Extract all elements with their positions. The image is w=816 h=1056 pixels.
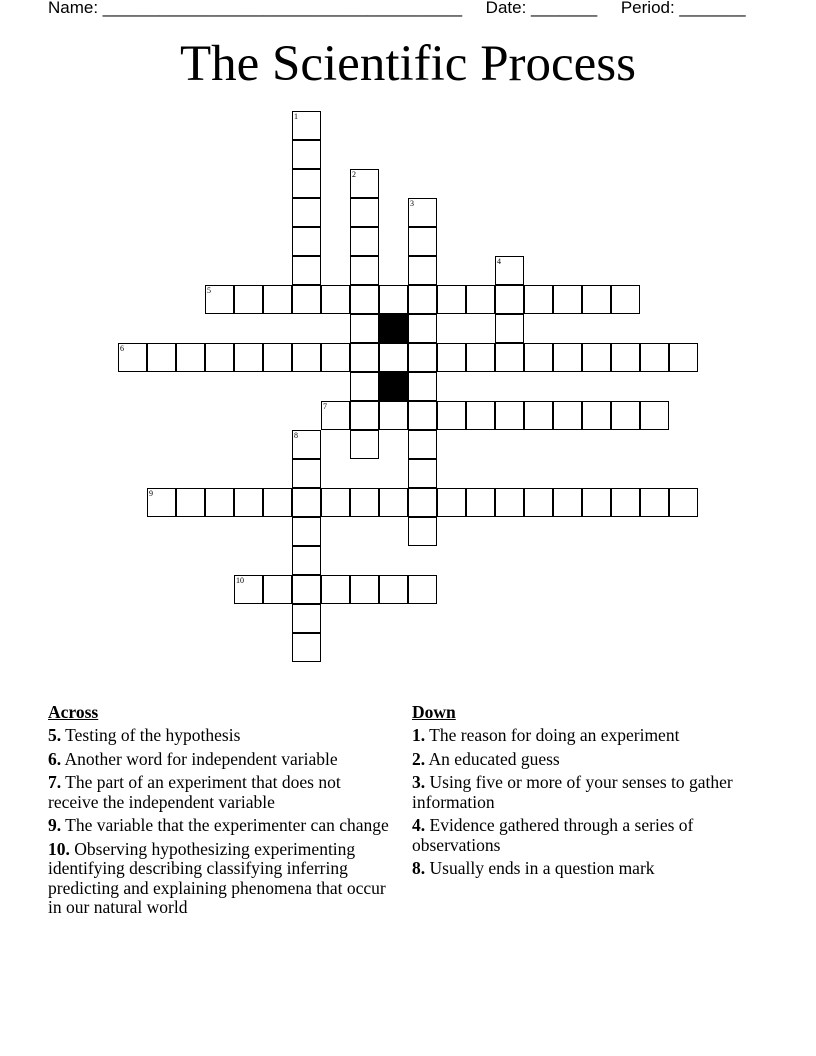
crossword-cell[interactable] — [640, 488, 669, 517]
crossword-cell[interactable] — [408, 459, 437, 488]
crossword-cell[interactable] — [437, 285, 466, 314]
crossword-cell[interactable] — [292, 633, 321, 662]
crossword-cell[interactable] — [379, 575, 408, 604]
crossword-cell[interactable] — [495, 314, 524, 343]
crossword-cell[interactable] — [408, 314, 437, 343]
crossword-cell[interactable] — [408, 256, 437, 285]
crossword-cell[interactable] — [350, 285, 379, 314]
crossword-cell[interactable] — [553, 401, 582, 430]
crossword-cell[interactable] — [524, 285, 553, 314]
crossword-cell[interactable] — [408, 575, 437, 604]
crossword-cell[interactable] — [582, 401, 611, 430]
clue-number-label: 1 — [294, 112, 298, 121]
crossword-cell[interactable] — [379, 488, 408, 517]
crossword-cell[interactable] — [292, 256, 321, 285]
clue-number: 7. — [48, 772, 62, 792]
clue-text: Testing of the hypothesis — [61, 725, 241, 745]
clue-number-label: 2 — [352, 170, 356, 179]
crossword-cell[interactable] — [263, 285, 292, 314]
crossword-cell[interactable] — [118, 343, 147, 372]
crossword-cell[interactable] — [350, 256, 379, 285]
clue-number-label: 3 — [410, 199, 414, 208]
clue-down-8 — [412, 859, 752, 879]
crossword-cell[interactable] — [379, 401, 408, 430]
crossword-cell[interactable] — [495, 488, 524, 517]
clue-text: Using five or more of your senses to gather information — [412, 772, 733, 812]
crossword-cell[interactable] — [437, 401, 466, 430]
crossword-cell[interactable] — [292, 575, 321, 604]
clue-number: 9. — [48, 815, 62, 835]
clue-down-2 — [412, 750, 752, 770]
crossword-cell[interactable] — [640, 401, 669, 430]
crossword-cell[interactable] — [205, 343, 234, 372]
crossword-cell[interactable] — [350, 198, 379, 227]
crossword-cell[interactable] — [611, 488, 640, 517]
clue-number: 3. — [412, 772, 426, 792]
clue-number-label: 8 — [294, 431, 298, 440]
crossword-cell[interactable] — [611, 285, 640, 314]
clue-text: Another word for independent variable — [61, 748, 338, 769]
crossword-cell[interactable] — [350, 430, 379, 459]
crossword-cell[interactable] — [147, 343, 176, 372]
crossword-cell[interactable] — [292, 111, 321, 140]
clue-text: The reason for doing an experiment — [425, 725, 680, 745]
crossword-cell[interactable] — [553, 488, 582, 517]
crossword-cell[interactable] — [524, 343, 553, 372]
clue-across-7 — [48, 773, 393, 812]
crossword-cell[interactable] — [292, 546, 321, 575]
clue-number-label: 9 — [149, 489, 153, 498]
crossword-cell[interactable] — [350, 488, 379, 517]
down-clues — [412, 702, 752, 883]
crossword-cell[interactable] — [205, 488, 234, 517]
crossword-cell[interactable] — [292, 285, 321, 314]
crossword-cell[interactable] — [408, 372, 437, 401]
crossword-cell[interactable] — [292, 604, 321, 633]
crossword-cell[interactable] — [379, 285, 408, 314]
crossword-cell[interactable] — [263, 343, 292, 372]
crossword-cell[interactable] — [553, 343, 582, 372]
crossword-cell[interactable] — [408, 343, 437, 372]
crossword-cell[interactable] — [553, 285, 582, 314]
crossword-cell[interactable] — [234, 343, 263, 372]
crossword-cell[interactable] — [350, 314, 379, 343]
crossword-cell[interactable] — [408, 401, 437, 430]
crossword-cell[interactable] — [321, 285, 350, 314]
clue-number-label: 5 — [207, 286, 211, 295]
crossword-cell[interactable] — [669, 343, 698, 372]
crossword-cell[interactable] — [176, 343, 205, 372]
crossword-cell[interactable] — [350, 227, 379, 256]
crossword-cell[interactable] — [640, 343, 669, 372]
crossword-cell[interactable] — [292, 488, 321, 517]
student-info-header: Name: ______________________________________ Date: _______ Period: _______ — [48, 0, 746, 17]
crossword-cell[interactable] — [292, 198, 321, 227]
crossword-cell[interactable] — [292, 343, 321, 372]
clue-number: 6. — [48, 748, 62, 769]
clue-number: 1. — [412, 725, 426, 745]
crossword-cell[interactable] — [495, 343, 524, 372]
crossword-cell[interactable] — [495, 401, 524, 430]
crossword-cell[interactable] — [524, 488, 553, 517]
clue-number: 5. — [48, 725, 62, 745]
crossword-cell[interactable] — [408, 488, 437, 517]
crossword-cell[interactable] — [234, 575, 263, 604]
clue-number: 4. — [412, 815, 426, 835]
crossword-cell[interactable] — [321, 488, 350, 517]
clue-number: 8. — [412, 858, 426, 878]
clue-number-label: 4 — [497, 257, 501, 266]
crossword-cell[interactable] — [582, 285, 611, 314]
crossword-cell[interactable] — [408, 227, 437, 256]
crossword-cell[interactable] — [292, 459, 321, 488]
crossword-cell[interactable] — [292, 140, 321, 169]
clue-number-label: 10 — [236, 576, 244, 585]
clue-across-6 — [48, 750, 393, 770]
page-title: The Scientific Process — [179, 36, 637, 92]
clue-text: An educated guess — [425, 748, 560, 769]
crossword-cell[interactable] — [408, 198, 437, 227]
clue-number: 10. — [48, 838, 70, 859]
clue-text: Usually ends in a question mark — [425, 858, 655, 878]
crossword-cell[interactable] — [408, 285, 437, 314]
crossword-cell[interactable] — [147, 488, 176, 517]
crossword-cell[interactable] — [350, 401, 379, 430]
clue-number-label: 6 — [120, 344, 124, 353]
crossword-cell[interactable] — [292, 517, 321, 546]
crossword-cell[interactable] — [350, 575, 379, 604]
crossword-cell[interactable] — [176, 488, 205, 517]
crossword-cell[interactable] — [582, 343, 611, 372]
clue-number: 2. — [412, 748, 426, 769]
crossword-cell[interactable] — [437, 488, 466, 517]
crossword-cell[interactable] — [466, 488, 495, 517]
crossword-cell[interactable] — [379, 343, 408, 372]
crossword-cell[interactable] — [292, 430, 321, 459]
black-square — [379, 372, 408, 401]
crossword-cell[interactable] — [524, 401, 553, 430]
crossword-cell[interactable] — [582, 488, 611, 517]
crossword-cell[interactable] — [321, 575, 350, 604]
clue-number-label: 7 — [323, 402, 327, 411]
crossword-cell[interactable] — [611, 401, 640, 430]
crossword-cell[interactable] — [263, 575, 292, 604]
clue-across-5 — [48, 726, 393, 746]
clue-across-10 — [48, 840, 393, 918]
crossword-cell[interactable] — [321, 343, 350, 372]
crossword-cell[interactable] — [292, 169, 321, 198]
clue-text: The part of an experiment that does not receive the independent variable — [48, 772, 341, 812]
crossword-cell[interactable] — [466, 343, 495, 372]
crossword-cell[interactable] — [205, 285, 234, 314]
crossword-cell[interactable] — [234, 285, 263, 314]
across-heading: Across — [48, 702, 99, 722]
crossword-cell[interactable] — [292, 227, 321, 256]
crossword-cell[interactable] — [263, 488, 292, 517]
clue-text: The variable that the experimenter can change — [61, 815, 389, 835]
crossword-cell[interactable] — [437, 343, 466, 372]
crossword-cell[interactable] — [466, 285, 495, 314]
crossword-cell[interactable] — [466, 401, 495, 430]
crossword-cell[interactable] — [408, 517, 437, 546]
crossword-cell[interactable] — [495, 285, 524, 314]
across-clues — [48, 702, 393, 922]
crossword-cell[interactable] — [611, 343, 640, 372]
clue-down-3 — [412, 773, 752, 812]
crossword-cell[interactable] — [669, 488, 698, 517]
clue-down-4 — [412, 816, 752, 855]
down-heading: Down — [412, 702, 456, 722]
crossword-cell[interactable] — [408, 430, 437, 459]
clue-text: Observing hypothesizing experimenting identifying describing classifying inferring predicting and explaining phenomena that occur in our natural world — [48, 838, 386, 917]
black-square — [379, 314, 408, 343]
crossword-cell[interactable] — [234, 488, 263, 517]
crossword-cell[interactable] — [350, 372, 379, 401]
crossword-cell[interactable] — [350, 169, 379, 198]
crossword-cell[interactable] — [350, 343, 379, 372]
crossword-cell[interactable] — [321, 401, 350, 430]
clue-across-9 — [48, 816, 393, 836]
crossword-cell[interactable] — [495, 256, 524, 285]
clue-text: Evidence gathered through a series of observations — [412, 815, 694, 855]
clue-down-1 — [412, 726, 752, 746]
